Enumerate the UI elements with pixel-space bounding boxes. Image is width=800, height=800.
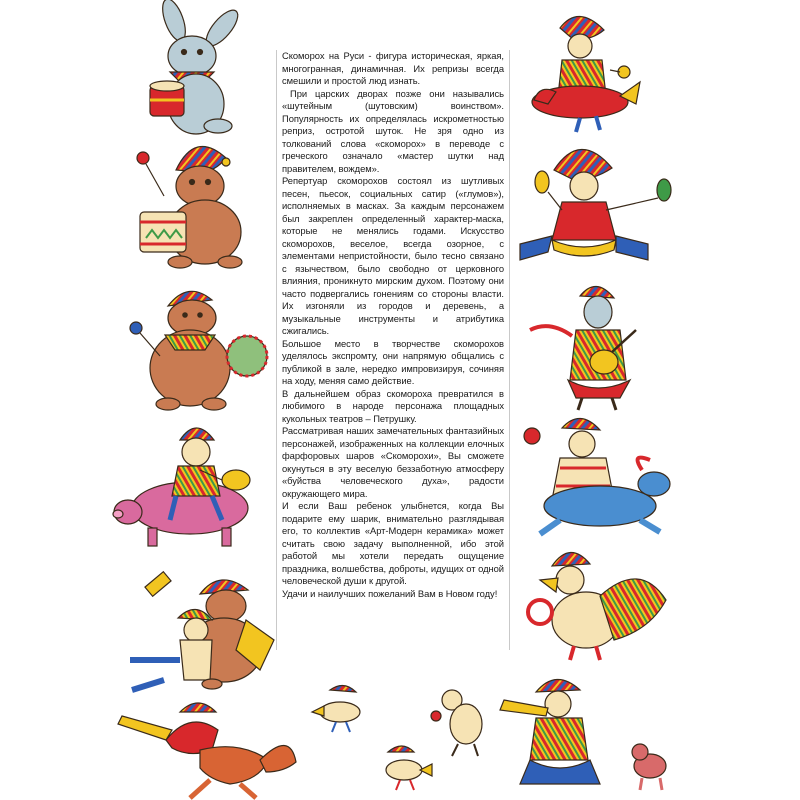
jester-maracas-icon [520, 149, 671, 260]
paragraph-petrushka: В дальнейшем образ скомороха превратился в любимого в народе персонажа площадных кукольных театров – Петрушку. [282, 387, 504, 424]
bunny-drummer-icon [150, 0, 243, 134]
paragraph-collection: Рассматривая наших замечательных фантазийных персонажей, изображенных на коллекции елочных фарфоровых шаров «Скоморохи», Вы сможете окунуться в эту веселую беззаботную атмосферу «буйства человеческого духа», радости окружающего мира. [282, 425, 504, 499]
small-bird-icon [312, 685, 360, 732]
jester-bird-icon [528, 552, 666, 660]
horn-player-dog-icon [500, 679, 666, 790]
paragraph-intro: Скоморох на Руси - фигура историческая, яркая, многогранная, динамичная. Их репризы всегда смешили и простой люд изнать. [282, 50, 504, 86]
jester-duck-icon [532, 16, 640, 132]
small-bird-2-icon [386, 746, 432, 790]
paragraph-child: И если Ваш ребенок улыбнется, когда Вы подарите ему шарик, внимательно разглядывая его, то коллектив «Арт-Модерн керамика» может считать свою задачу выполненной, ибо этой работой мы хотели передать ощущение праздника, волшебства, доброты, идущих от одной человеческой души к другой. [282, 500, 504, 586]
bear-drummer-icon [137, 146, 242, 268]
bear-tambourine-icon [130, 291, 267, 410]
paragraph-repertoire: Репертуар скоморохов состоял из шутливых песен, пьесок, социальных сатир («глумов»), исполняемых в масках. За каждым персонажем был закреплен определенный характер-маска, которые не менялись годами. Искусство скоморохов, веселое, всегда озорное, с элементами непристойности, было тесно связано с язычеством, было свободно от церковного влияния, проникнуто мирским духом. Поэтому они часто подвергались гонениям со стороны власти. Их изгоняли из городов и деревень, а музыкальные инструменты и атрибутика сжигались. [282, 175, 504, 336]
pig-rider-icon [113, 428, 250, 546]
paragraph-wishes: Удачи и наилучших пожеланий Вам в Новом году! [282, 587, 498, 599]
paragraph-improvisation: Большое место в творчестве скоморохов уделялось экспромту, они напрямую общались с публикой в зале, нередко импровизируя, сочиняя на ходу, меняя само действие. [282, 337, 504, 386]
article-text-column [276, 50, 510, 650]
fox-horn-icon [118, 703, 296, 798]
bear-jester-icon [130, 572, 274, 690]
paragraph-court: При царских дворах позже они назывались «шутейным (шутовским) воинством». Популярность их определялась искрометностью реприз, остротой шуток. Не зря одно из толкований слова «скоморох» в переводе с греческого означало «мастер шутки над правителем, вождем». [282, 87, 504, 174]
jester-goat-rider-icon [524, 418, 670, 534]
goat-balalaika-icon [530, 286, 636, 410]
rat-icon [431, 690, 482, 756]
